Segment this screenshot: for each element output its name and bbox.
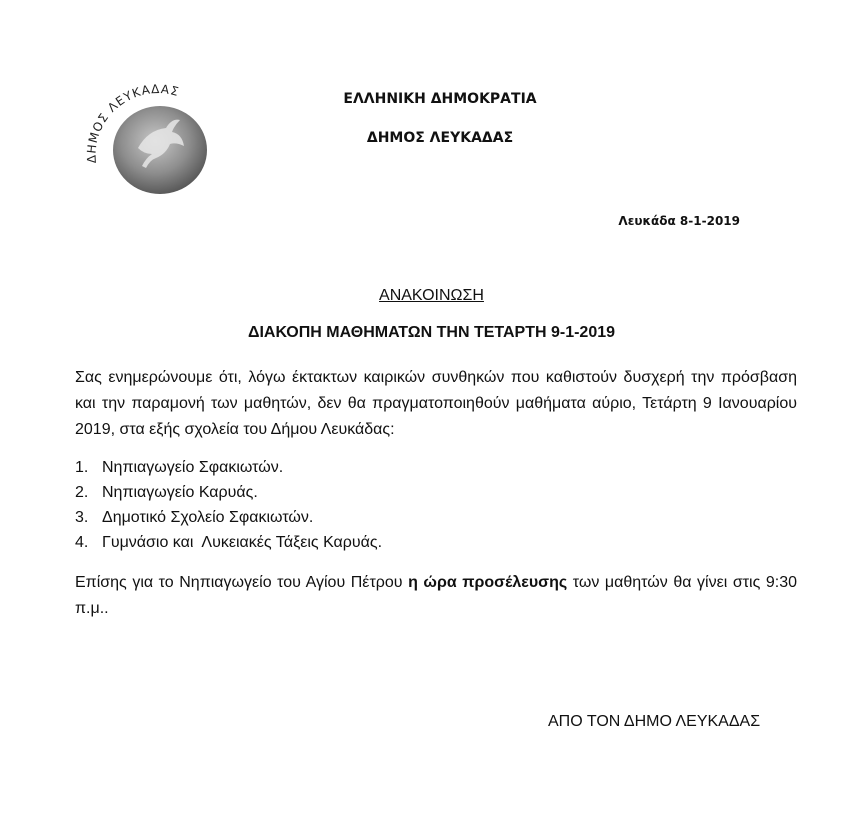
list-number: 2. [75, 484, 89, 501]
municipality-logo [78, 78, 238, 198]
list-number: 4. [75, 534, 89, 551]
school-name: Δημοτικό Σχολείο Σφακιωτών. [102, 509, 314, 526]
school-name: Γυμνάσιο και Λυκειακές Τάξεις Καρυάς. [102, 534, 383, 551]
school-name: Νηπιαγωγείο Σφακιωτών. [102, 459, 284, 476]
schools-list [75, 455, 382, 555]
list-number: 3. [75, 509, 89, 526]
document-title: ΔΙΑΚΟΠΗ ΜΑΘΗΜΑΤΩΝ ΤΗΝ ΤΕΤΑΡΤΗ 9-1-2019 [247, 324, 616, 341]
emphasized-text: η ώρα προσέλευσης [408, 574, 568, 591]
announcement-label: ΑΝΑΚΟΙΝΩΣΗ [379, 287, 484, 304]
document-date: Λευκάδα 8-1-2019 [618, 214, 740, 228]
signature: ΑΠΟ ΤΟΝ ΔΗΜΟ ΛΕΥΚΑΔΑΣ [548, 713, 761, 730]
list-item [75, 480, 382, 505]
paragraph-text: Επίσης για το Νηπιαγωγείο του Αγίου Πέτρου [75, 574, 409, 591]
list-item [75, 455, 382, 480]
coin-pegasus-icon [78, 78, 238, 198]
list-item [75, 530, 382, 555]
list-item [75, 505, 382, 530]
arrival-time-paragraph [75, 570, 797, 622]
logo-arc-text: ΔΗΜΟΣ ΛΕΥΚΑΔΑΣ [84, 81, 181, 164]
intro-paragraph: Σας ενημερώνουμε ότι, λόγω έκτακτων καιρικών συνθηκών που καθιστούν δυσχερή την πρόσβαση και την παραμονή των μαθητών, δεν θα πραγματοποιηθούν μαθήματα αύριο, Τετάρτη 9 Ιανουαρίου 2019, στα εξής σχολεία του Δήμου Λευκάδας: [75, 369, 797, 438]
header-country: ΕΛΛΗΝΙΚΗ ΔΗΜΟΚΡΑΤΙΑ [343, 91, 537, 107]
list-number: 1. [75, 459, 89, 476]
school-name: Νηπιαγωγείο Καρυάς. [102, 484, 258, 501]
header-municipality: ΔΗΜΟΣ ΛΕΥΚΑΔΑΣ [366, 130, 514, 146]
paragraph-text: των μαθητών θα γίνει στις 9:30 π.μ.. [75, 574, 798, 617]
